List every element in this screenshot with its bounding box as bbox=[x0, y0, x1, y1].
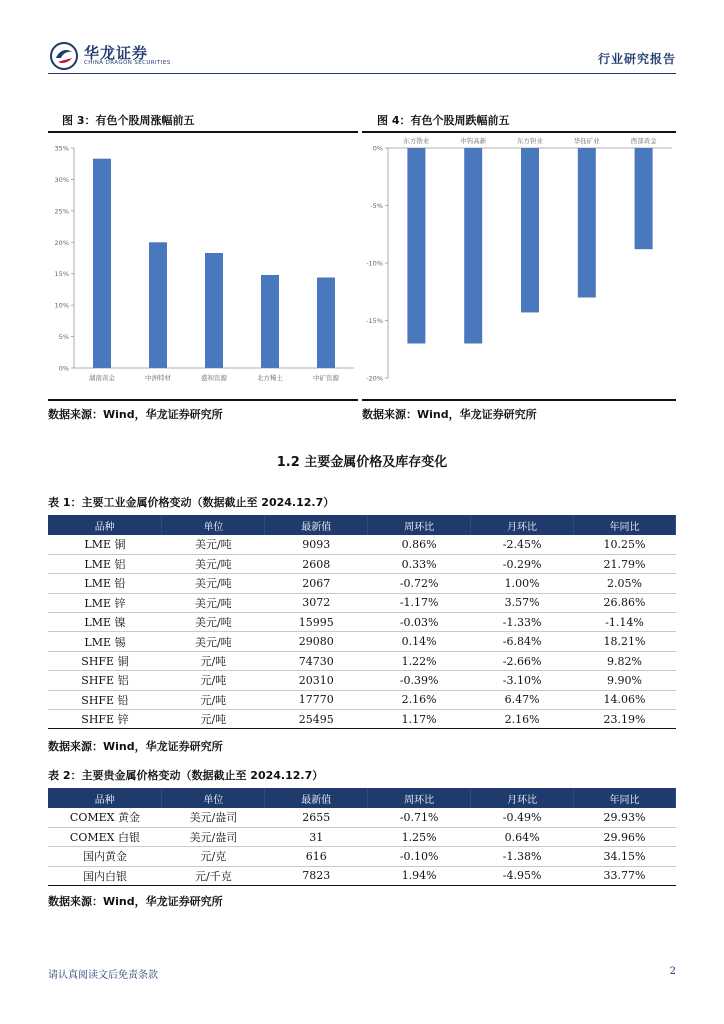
figure-3-bottom-rule bbox=[48, 399, 358, 401]
bar bbox=[578, 148, 596, 298]
company-logo bbox=[48, 40, 248, 72]
x-tick-label: 华钰矿业 bbox=[573, 137, 600, 145]
table-cell: 美元/吨 bbox=[162, 574, 265, 593]
figure-4-rule bbox=[362, 131, 676, 133]
table-cell: -0.10% bbox=[368, 847, 471, 866]
table-cell: 10.25% bbox=[574, 535, 676, 554]
bar bbox=[635, 148, 653, 249]
table-cell: 3072 bbox=[265, 593, 368, 612]
logo-text-cn: 华龙证券 bbox=[84, 44, 149, 62]
x-tick-label: 北方稀土 bbox=[257, 374, 283, 382]
table-2-title: 表 2：主要贵金属价格变动（数据截止至 2024.12.7） bbox=[48, 769, 324, 782]
x-tick-label: 中洲特材 bbox=[145, 374, 171, 382]
table-cell: SHFE 铝 bbox=[48, 671, 162, 690]
table-cell: 元/克 bbox=[162, 847, 265, 866]
table-cell: 2.05% bbox=[574, 574, 676, 593]
table-row bbox=[48, 710, 676, 729]
column-header: 周环比 bbox=[368, 515, 471, 535]
page-number: 2 bbox=[669, 966, 676, 977]
table-cell: LME 铅 bbox=[48, 574, 162, 593]
table-cell: 美元/吨 bbox=[162, 632, 265, 651]
table-cell: SHFE 铅 bbox=[48, 690, 162, 709]
table-cell: 9093 bbox=[265, 535, 368, 554]
table-cell: LME 铝 bbox=[48, 554, 162, 573]
column-header: 品种 bbox=[48, 788, 162, 808]
bar bbox=[205, 253, 223, 368]
table-cell: 元/吨 bbox=[162, 651, 265, 670]
table-row bbox=[48, 651, 676, 670]
table-2-source: 数据来源：Wind，华龙证券研究所 bbox=[48, 895, 223, 908]
column-header: 品种 bbox=[48, 515, 162, 535]
table-cell: 1.22% bbox=[368, 651, 471, 670]
footer-disclaimer: 请认真阅读文后免责条款 bbox=[48, 970, 158, 981]
table-cell: 74730 bbox=[265, 651, 368, 670]
table-cell: 1.17% bbox=[368, 710, 471, 729]
x-tick-label: 西部黄金 bbox=[630, 137, 657, 145]
table-cell: -1.38% bbox=[471, 847, 574, 866]
table-row bbox=[48, 671, 676, 690]
table-cell: COMEX 黄金 bbox=[48, 808, 162, 827]
table-cell: 0.64% bbox=[471, 827, 574, 846]
table-cell: SHFE 锌 bbox=[48, 710, 162, 729]
rise-top5-chart-svg bbox=[48, 134, 358, 384]
table-cell: 2.16% bbox=[368, 690, 471, 709]
x-tick-label: 东方钽业 bbox=[517, 137, 543, 145]
table-row bbox=[48, 827, 676, 846]
fall-top5-chart-svg bbox=[362, 134, 676, 384]
figure-4-bottom-rule bbox=[362, 399, 676, 401]
x-tick-label: 中钨高新 bbox=[460, 137, 487, 145]
page-header bbox=[48, 40, 676, 74]
dragon-logo-icon bbox=[50, 42, 78, 70]
x-tick-label: 东方锆业 bbox=[403, 137, 430, 145]
table-cell: -0.72% bbox=[368, 574, 471, 593]
table-cell: 1.25% bbox=[368, 827, 471, 846]
table-1-title: 表 1：主要工业金属价格变动（数据截止至 2024.12.7） bbox=[48, 496, 335, 509]
bar bbox=[317, 277, 335, 368]
table-row bbox=[48, 690, 676, 709]
table-cell: LME 锌 bbox=[48, 593, 162, 612]
table-cell: 23.19% bbox=[574, 710, 676, 729]
table-cell: 17770 bbox=[265, 690, 368, 709]
table-cell: 6.47% bbox=[471, 690, 574, 709]
table-cell: -3.10% bbox=[471, 671, 574, 690]
precious-metals-table bbox=[48, 788, 676, 886]
table-cell: -0.39% bbox=[368, 671, 471, 690]
column-header: 月环比 bbox=[471, 788, 574, 808]
table-cell: 美元/吨 bbox=[162, 535, 265, 554]
x-tick-label: 湖南黄金 bbox=[89, 374, 115, 382]
document-type: 行业研究报告 bbox=[597, 52, 676, 66]
table-header-row bbox=[48, 788, 676, 808]
table-cell: -0.49% bbox=[471, 808, 574, 827]
table-cell: 25495 bbox=[265, 710, 368, 729]
table-cell: -2.66% bbox=[471, 651, 574, 670]
table-cell: 33.77% bbox=[574, 866, 676, 885]
table-cell: -1.17% bbox=[368, 593, 471, 612]
bar bbox=[261, 275, 279, 368]
table-cell: -0.29% bbox=[471, 554, 574, 573]
table-row bbox=[48, 593, 676, 612]
column-header: 周环比 bbox=[368, 788, 471, 808]
column-header: 月环比 bbox=[471, 515, 574, 535]
table-cell: 29.93% bbox=[574, 808, 676, 827]
y-tick-label: 35% bbox=[54, 144, 69, 153]
bar bbox=[407, 148, 425, 344]
bar bbox=[464, 148, 482, 344]
section-title: 1.2 主要金属价格及库存变化 bbox=[276, 455, 448, 470]
y-tick-label: 20% bbox=[54, 238, 69, 247]
figure-3-rule bbox=[48, 131, 358, 133]
table-cell: -4.95% bbox=[471, 866, 574, 885]
table-cell: -0.71% bbox=[368, 808, 471, 827]
y-tick-label: 0% bbox=[372, 144, 383, 153]
figure-4-title: 图 4：有色个股周跌幅前五 bbox=[377, 114, 510, 127]
table-cell: 0.86% bbox=[368, 535, 471, 554]
column-header: 最新值 bbox=[265, 515, 368, 535]
table-cell: 15995 bbox=[265, 613, 368, 632]
table-cell: SHFE 铜 bbox=[48, 651, 162, 670]
table-cell: 9.82% bbox=[574, 651, 676, 670]
table-cell: 1.94% bbox=[368, 866, 471, 885]
table-1-source: 数据来源：Wind，华龙证券研究所 bbox=[48, 740, 223, 753]
table-cell: 7823 bbox=[265, 866, 368, 885]
bar bbox=[93, 159, 111, 368]
table-cell: 2067 bbox=[265, 574, 368, 593]
y-tick-label: 0% bbox=[58, 364, 69, 373]
table-row bbox=[48, 574, 676, 593]
figure-4-source: 数据来源：Wind，华龙证券研究所 bbox=[362, 408, 537, 421]
x-tick-label: 中矿资源 bbox=[313, 374, 339, 382]
table-cell: 2.16% bbox=[471, 710, 574, 729]
figure-4-chart bbox=[362, 134, 676, 384]
table-cell: 国内白银 bbox=[48, 866, 162, 885]
table-cell: 18.21% bbox=[574, 632, 676, 651]
table-cell: LME 镍 bbox=[48, 613, 162, 632]
table-cell: -2.45% bbox=[471, 535, 574, 554]
y-tick-label: 25% bbox=[54, 207, 69, 216]
table-cell: 31 bbox=[265, 827, 368, 846]
table-cell: 元/吨 bbox=[162, 710, 265, 729]
y-tick-label: -15% bbox=[366, 317, 383, 325]
table-cell: -1.33% bbox=[471, 613, 574, 632]
table-cell: COMEX 白银 bbox=[48, 827, 162, 846]
y-tick-label: 30% bbox=[54, 175, 69, 184]
table-cell: 14.06% bbox=[574, 690, 676, 709]
column-header: 年同比 bbox=[574, 788, 676, 808]
table-cell: 29.96% bbox=[574, 827, 676, 846]
table-cell: 元/吨 bbox=[162, 690, 265, 709]
bar bbox=[149, 242, 167, 368]
figure-3-source: 数据来源：Wind，华龙证券研究所 bbox=[48, 408, 223, 421]
table-cell: 美元/吨 bbox=[162, 593, 265, 612]
table-row bbox=[48, 847, 676, 866]
table-cell: 2655 bbox=[265, 808, 368, 827]
table-cell: 0.14% bbox=[368, 632, 471, 651]
column-header: 单位 bbox=[162, 515, 265, 535]
table-cell: 美元/吨 bbox=[162, 613, 265, 632]
table-row bbox=[48, 632, 676, 651]
table-cell: 美元/盎司 bbox=[162, 827, 265, 846]
table-row bbox=[48, 535, 676, 554]
column-header: 最新值 bbox=[265, 788, 368, 808]
table-cell: 21.79% bbox=[574, 554, 676, 573]
table-cell: 1.00% bbox=[471, 574, 574, 593]
figure-3-title: 图 3：有色个股周涨幅前五 bbox=[62, 114, 195, 127]
bar bbox=[521, 148, 539, 312]
y-tick-label: 10% bbox=[54, 301, 69, 310]
table-cell: 国内黄金 bbox=[48, 847, 162, 866]
table-cell: 20310 bbox=[265, 671, 368, 690]
y-tick-label: 5% bbox=[58, 333, 69, 342]
table-cell: 元/吨 bbox=[162, 671, 265, 690]
table-cell: 29080 bbox=[265, 632, 368, 651]
column-header: 年同比 bbox=[574, 515, 676, 535]
logo-text-en: CHINA DRAGON SECURITIES bbox=[84, 60, 171, 66]
table-cell: 9.90% bbox=[574, 671, 676, 690]
y-tick-label: -10% bbox=[366, 259, 383, 268]
table-row bbox=[48, 613, 676, 632]
table-cell: -6.84% bbox=[471, 632, 574, 651]
table-cell: -1.14% bbox=[574, 613, 676, 632]
column-header: 单位 bbox=[162, 788, 265, 808]
y-tick-label: 15% bbox=[54, 270, 69, 279]
table-cell: 2608 bbox=[265, 554, 368, 573]
table-cell: 26.86% bbox=[574, 593, 676, 612]
industrial-metals-table bbox=[48, 515, 676, 729]
table-row bbox=[48, 866, 676, 885]
table-header-row bbox=[48, 515, 676, 535]
table-cell: LME 锡 bbox=[48, 632, 162, 651]
table-cell: 美元/吨 bbox=[162, 554, 265, 573]
x-tick-label: 盛和资源 bbox=[201, 374, 227, 382]
table-cell: 3.57% bbox=[471, 593, 574, 612]
table-row bbox=[48, 554, 676, 573]
y-tick-label: -20% bbox=[366, 374, 383, 383]
table-cell: 美元/盎司 bbox=[162, 808, 265, 827]
table-cell: 元/千克 bbox=[162, 866, 265, 885]
table-cell: 0.33% bbox=[368, 554, 471, 573]
table-cell: 34.15% bbox=[574, 847, 676, 866]
table-cell: 616 bbox=[265, 847, 368, 866]
y-tick-label: -5% bbox=[370, 202, 383, 210]
table-cell: LME 铜 bbox=[48, 535, 162, 554]
figure-3-chart bbox=[48, 134, 358, 384]
table-cell: -0.03% bbox=[368, 613, 471, 632]
table-row bbox=[48, 808, 676, 827]
